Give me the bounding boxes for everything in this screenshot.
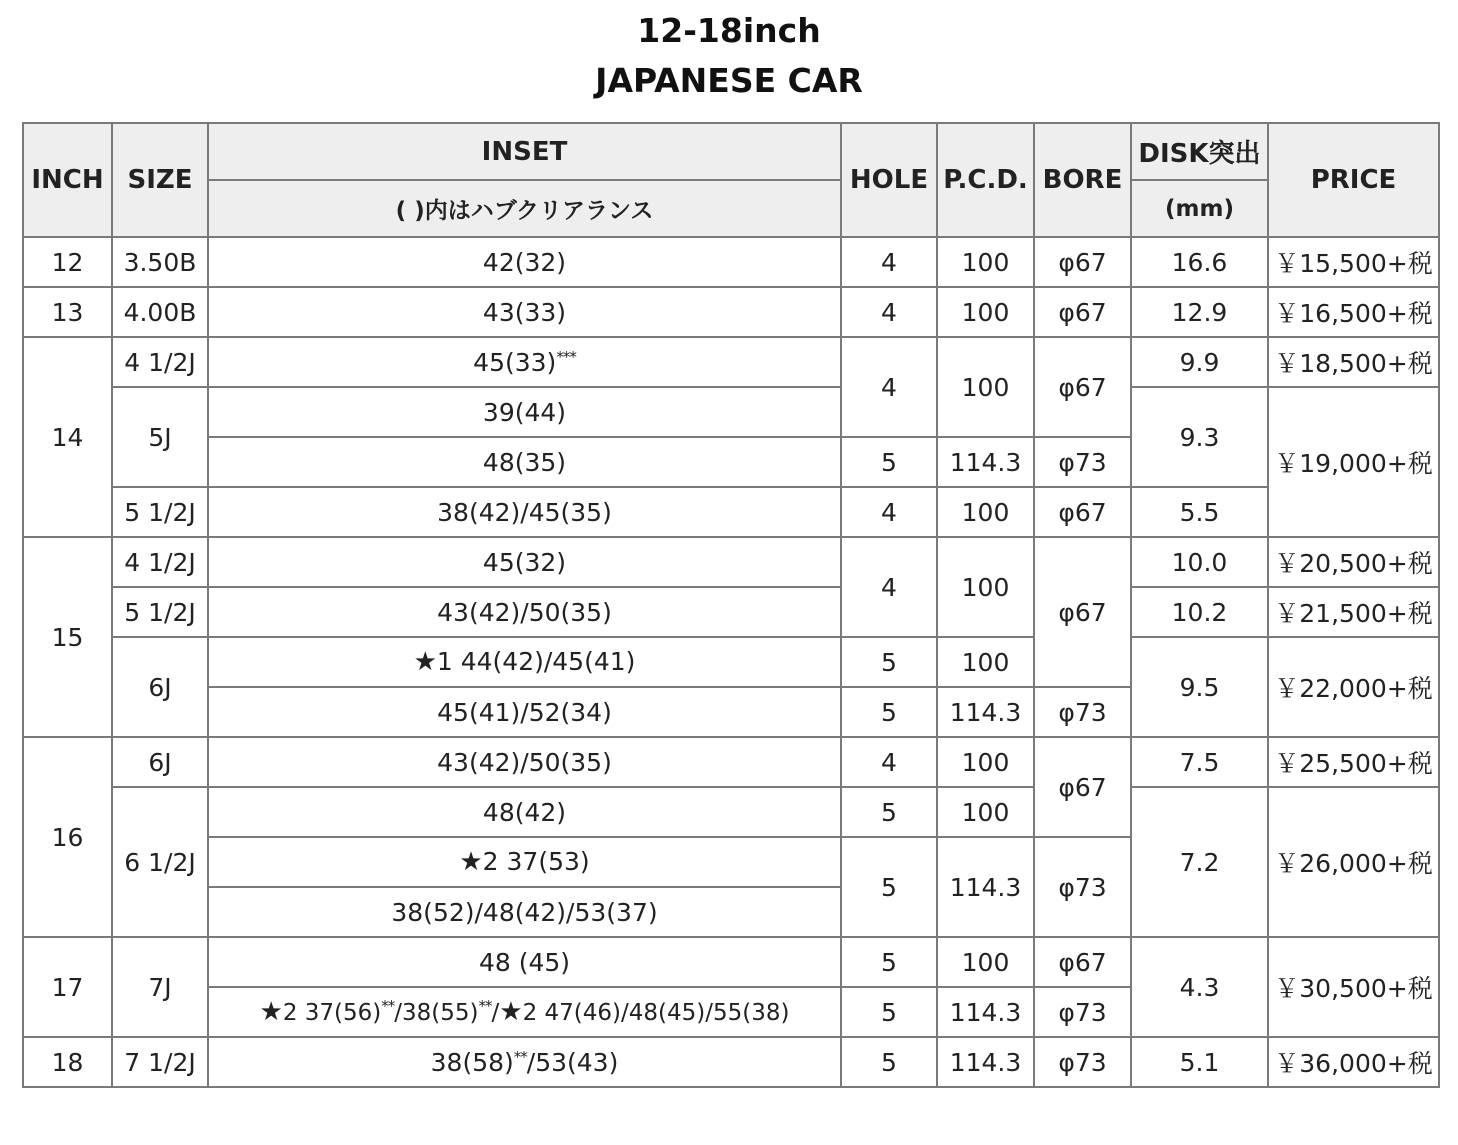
disk-cell: 10.2 — [1131, 587, 1268, 637]
inset-footnote-mark: ** — [513, 1047, 527, 1066]
pcd-cell: 100 — [937, 337, 1034, 437]
table-row — [23, 587, 1439, 637]
disk-cell: 12.9 — [1131, 287, 1268, 337]
size-cell: 3.50B — [112, 237, 208, 287]
disk-cell: 7.2 — [1131, 787, 1268, 937]
pcd-cell: 114.3 — [937, 837, 1034, 937]
price-cell: ￥22,000+税 — [1268, 637, 1439, 737]
inset-cell — [208, 637, 841, 687]
bore-cell: φ67 — [1034, 487, 1131, 537]
inset-cell: 48(35) — [208, 437, 841, 487]
size-cell: 5J — [112, 387, 208, 487]
inset-cell: 43(42)/50(35) — [208, 587, 841, 637]
bore-cell: φ73 — [1034, 687, 1131, 737]
star-icon: ★ — [499, 997, 523, 1027]
page-title: 12-18inch — [637, 11, 821, 50]
hole-cell: 5 — [841, 787, 937, 837]
inset-cell — [208, 987, 841, 1037]
bore-cell: φ67 — [1034, 237, 1131, 287]
hole-cell: 5 — [841, 937, 937, 987]
inset-cell: 39(44) — [208, 387, 841, 437]
price-cell: ￥21,500+税 — [1268, 587, 1439, 637]
pcd-cell: 114.3 — [937, 437, 1034, 487]
inch-cell: 13 — [23, 287, 112, 337]
inset-value: /53(43) — [526, 1047, 619, 1077]
inset-cell: 38(42)/45(35) — [208, 487, 841, 537]
price-cell: ￥36,000+税 — [1268, 1037, 1439, 1087]
inch-cell: 14 — [23, 337, 112, 537]
inset-cell: 45(41)/52(34) — [208, 687, 841, 737]
size-cell: 7J — [112, 937, 208, 1037]
inch-cell: 18 — [23, 1037, 112, 1087]
size-cell: 4 1/2J — [112, 337, 208, 387]
header-disk-unit: (mm) — [1131, 180, 1268, 237]
header-size: SIZE — [112, 123, 208, 237]
disk-cell: 7.5 — [1131, 737, 1268, 787]
table-row — [23, 537, 1439, 587]
bore-cell: φ73 — [1034, 837, 1131, 937]
bore-cell: φ73 — [1034, 437, 1131, 487]
price-cell: ￥19,000+税 — [1268, 387, 1439, 537]
pcd-cell: 100 — [937, 787, 1034, 837]
bore-cell: φ73 — [1034, 987, 1131, 1037]
pcd-cell: 100 — [937, 737, 1034, 787]
price-cell: ￥25,500+税 — [1268, 737, 1439, 787]
inset-cell: 48 (45) — [208, 937, 841, 987]
bore-cell: φ67 — [1034, 287, 1131, 337]
hole-cell: 4 — [841, 287, 937, 337]
pcd-cell: 114.3 — [937, 987, 1034, 1037]
star-icon: ★ — [459, 847, 483, 877]
page-subtitle: JAPANESE CAR — [595, 61, 863, 100]
inset-cell: 38(52)/48(42)/53(37) — [208, 887, 841, 937]
inset-value: 38(58) — [430, 1047, 514, 1077]
inset-cell: 45(32) — [208, 537, 841, 587]
inset-value: 1 44(42)/45(41) — [436, 647, 636, 676]
inset-cell: 43(42)/50(35) — [208, 737, 841, 787]
header-hole: HOLE — [841, 123, 937, 237]
pcd-cell: 100 — [937, 237, 1034, 287]
size-cell: 6J — [112, 637, 208, 737]
table-row — [23, 1037, 1439, 1087]
wheel-spec-table — [22, 122, 1440, 1088]
inset-cell — [208, 337, 841, 387]
inset-cell — [208, 837, 841, 887]
hole-cell: 5 — [841, 837, 937, 937]
inset-cell: 43(33) — [208, 287, 841, 337]
hole-cell: 5 — [841, 987, 937, 1037]
price-cell: ￥30,500+税 — [1268, 937, 1439, 1037]
inch-cell: 15 — [23, 537, 112, 737]
size-cell: 4.00B — [112, 287, 208, 337]
inset-value: /38(55) — [394, 1000, 479, 1026]
inset-footnote-mark: ** — [478, 997, 492, 1015]
inset-value: 2 37(53) — [482, 847, 590, 876]
inch-cell: 16 — [23, 737, 112, 937]
disk-cell: 10.0 — [1131, 537, 1268, 587]
pcd-cell: 114.3 — [937, 1037, 1034, 1087]
price-cell: ￥20,500+税 — [1268, 537, 1439, 587]
header-bore: BORE — [1034, 123, 1131, 237]
hole-cell: 5 — [841, 437, 937, 487]
disk-cell: 4.3 — [1131, 937, 1268, 1037]
pcd-cell: 100 — [937, 537, 1034, 637]
inset-cell: 42(32) — [208, 237, 841, 287]
header-inset-note: ( )内はハブクリアランス — [208, 180, 841, 237]
disk-cell: 5.1 — [1131, 1037, 1268, 1087]
star-icon: ★ — [413, 647, 437, 677]
size-cell: 6J — [112, 737, 208, 787]
hole-cell: 4 — [841, 237, 937, 287]
pcd-cell: 100 — [937, 637, 1034, 687]
disk-cell: 9.9 — [1131, 337, 1268, 387]
bore-cell: φ67 — [1034, 537, 1131, 687]
table-row — [23, 287, 1439, 337]
table-row — [23, 487, 1439, 537]
inset-value: 2 37(56) — [282, 1000, 382, 1026]
inset-footnote-mark: ** — [381, 997, 395, 1015]
header-inch: INCH — [23, 123, 112, 237]
table-row — [23, 637, 1439, 687]
size-cell: 4 1/2J — [112, 537, 208, 587]
inset-footnote-mark: *** — [556, 347, 576, 366]
inch-cell: 17 — [23, 937, 112, 1037]
disk-cell: 9.5 — [1131, 637, 1268, 737]
header-row — [23, 123, 1439, 180]
hole-cell: 4 — [841, 487, 937, 537]
disk-cell: 9.3 — [1131, 387, 1268, 487]
table-row — [23, 387, 1439, 437]
bore-cell: φ67 — [1034, 937, 1131, 987]
price-cell: ￥16,500+税 — [1268, 287, 1439, 337]
hole-cell: 4 — [841, 737, 937, 787]
bore-cell: φ67 — [1034, 737, 1131, 837]
price-cell: ￥26,000+税 — [1268, 787, 1439, 937]
inset-cell: 48(42) — [208, 787, 841, 837]
inset-value: 2 47(46)/48(45)/55(38) — [522, 1000, 790, 1026]
table-row — [23, 937, 1439, 987]
hole-cell: 4 — [841, 537, 937, 637]
pcd-cell: 100 — [937, 487, 1034, 537]
star-icon: ★ — [259, 997, 283, 1027]
pcd-cell: 100 — [937, 937, 1034, 987]
disk-cell: 16.6 — [1131, 237, 1268, 287]
table-row — [23, 337, 1439, 387]
size-cell: 7 1/2J — [112, 1037, 208, 1087]
size-cell: 6 1/2J — [112, 787, 208, 937]
bore-cell: φ73 — [1034, 1037, 1131, 1087]
hole-cell: 5 — [841, 687, 937, 737]
disk-cell: 5.5 — [1131, 487, 1268, 537]
inset-value: 45(33) — [473, 347, 557, 377]
size-cell: 5 1/2J — [112, 487, 208, 537]
hole-cell: 5 — [841, 637, 937, 687]
hole-cell: 5 — [841, 1037, 937, 1087]
price-cell: ￥18,500+税 — [1268, 337, 1439, 387]
header-disk: DISK突出 — [1131, 123, 1268, 180]
pcd-cell: 100 — [937, 287, 1034, 337]
inset-cell — [208, 1037, 841, 1087]
title-block — [0, 0, 1458, 106]
header-price: PRICE — [1268, 123, 1439, 237]
pcd-cell: 114.3 — [937, 687, 1034, 737]
inset-separator: / — [491, 1000, 500, 1026]
price-cell: ￥15,500+税 — [1268, 237, 1439, 287]
table-row — [23, 737, 1439, 787]
bore-cell: φ67 — [1034, 337, 1131, 437]
size-cell: 5 1/2J — [112, 587, 208, 637]
header-pcd: P.C.D. — [937, 123, 1034, 237]
hole-cell: 4 — [841, 337, 937, 437]
table-row — [23, 237, 1439, 287]
header-inset: INSET — [208, 123, 841, 180]
inch-cell: 12 — [23, 237, 112, 287]
table-row — [23, 787, 1439, 837]
header-subrow — [23, 180, 1439, 237]
